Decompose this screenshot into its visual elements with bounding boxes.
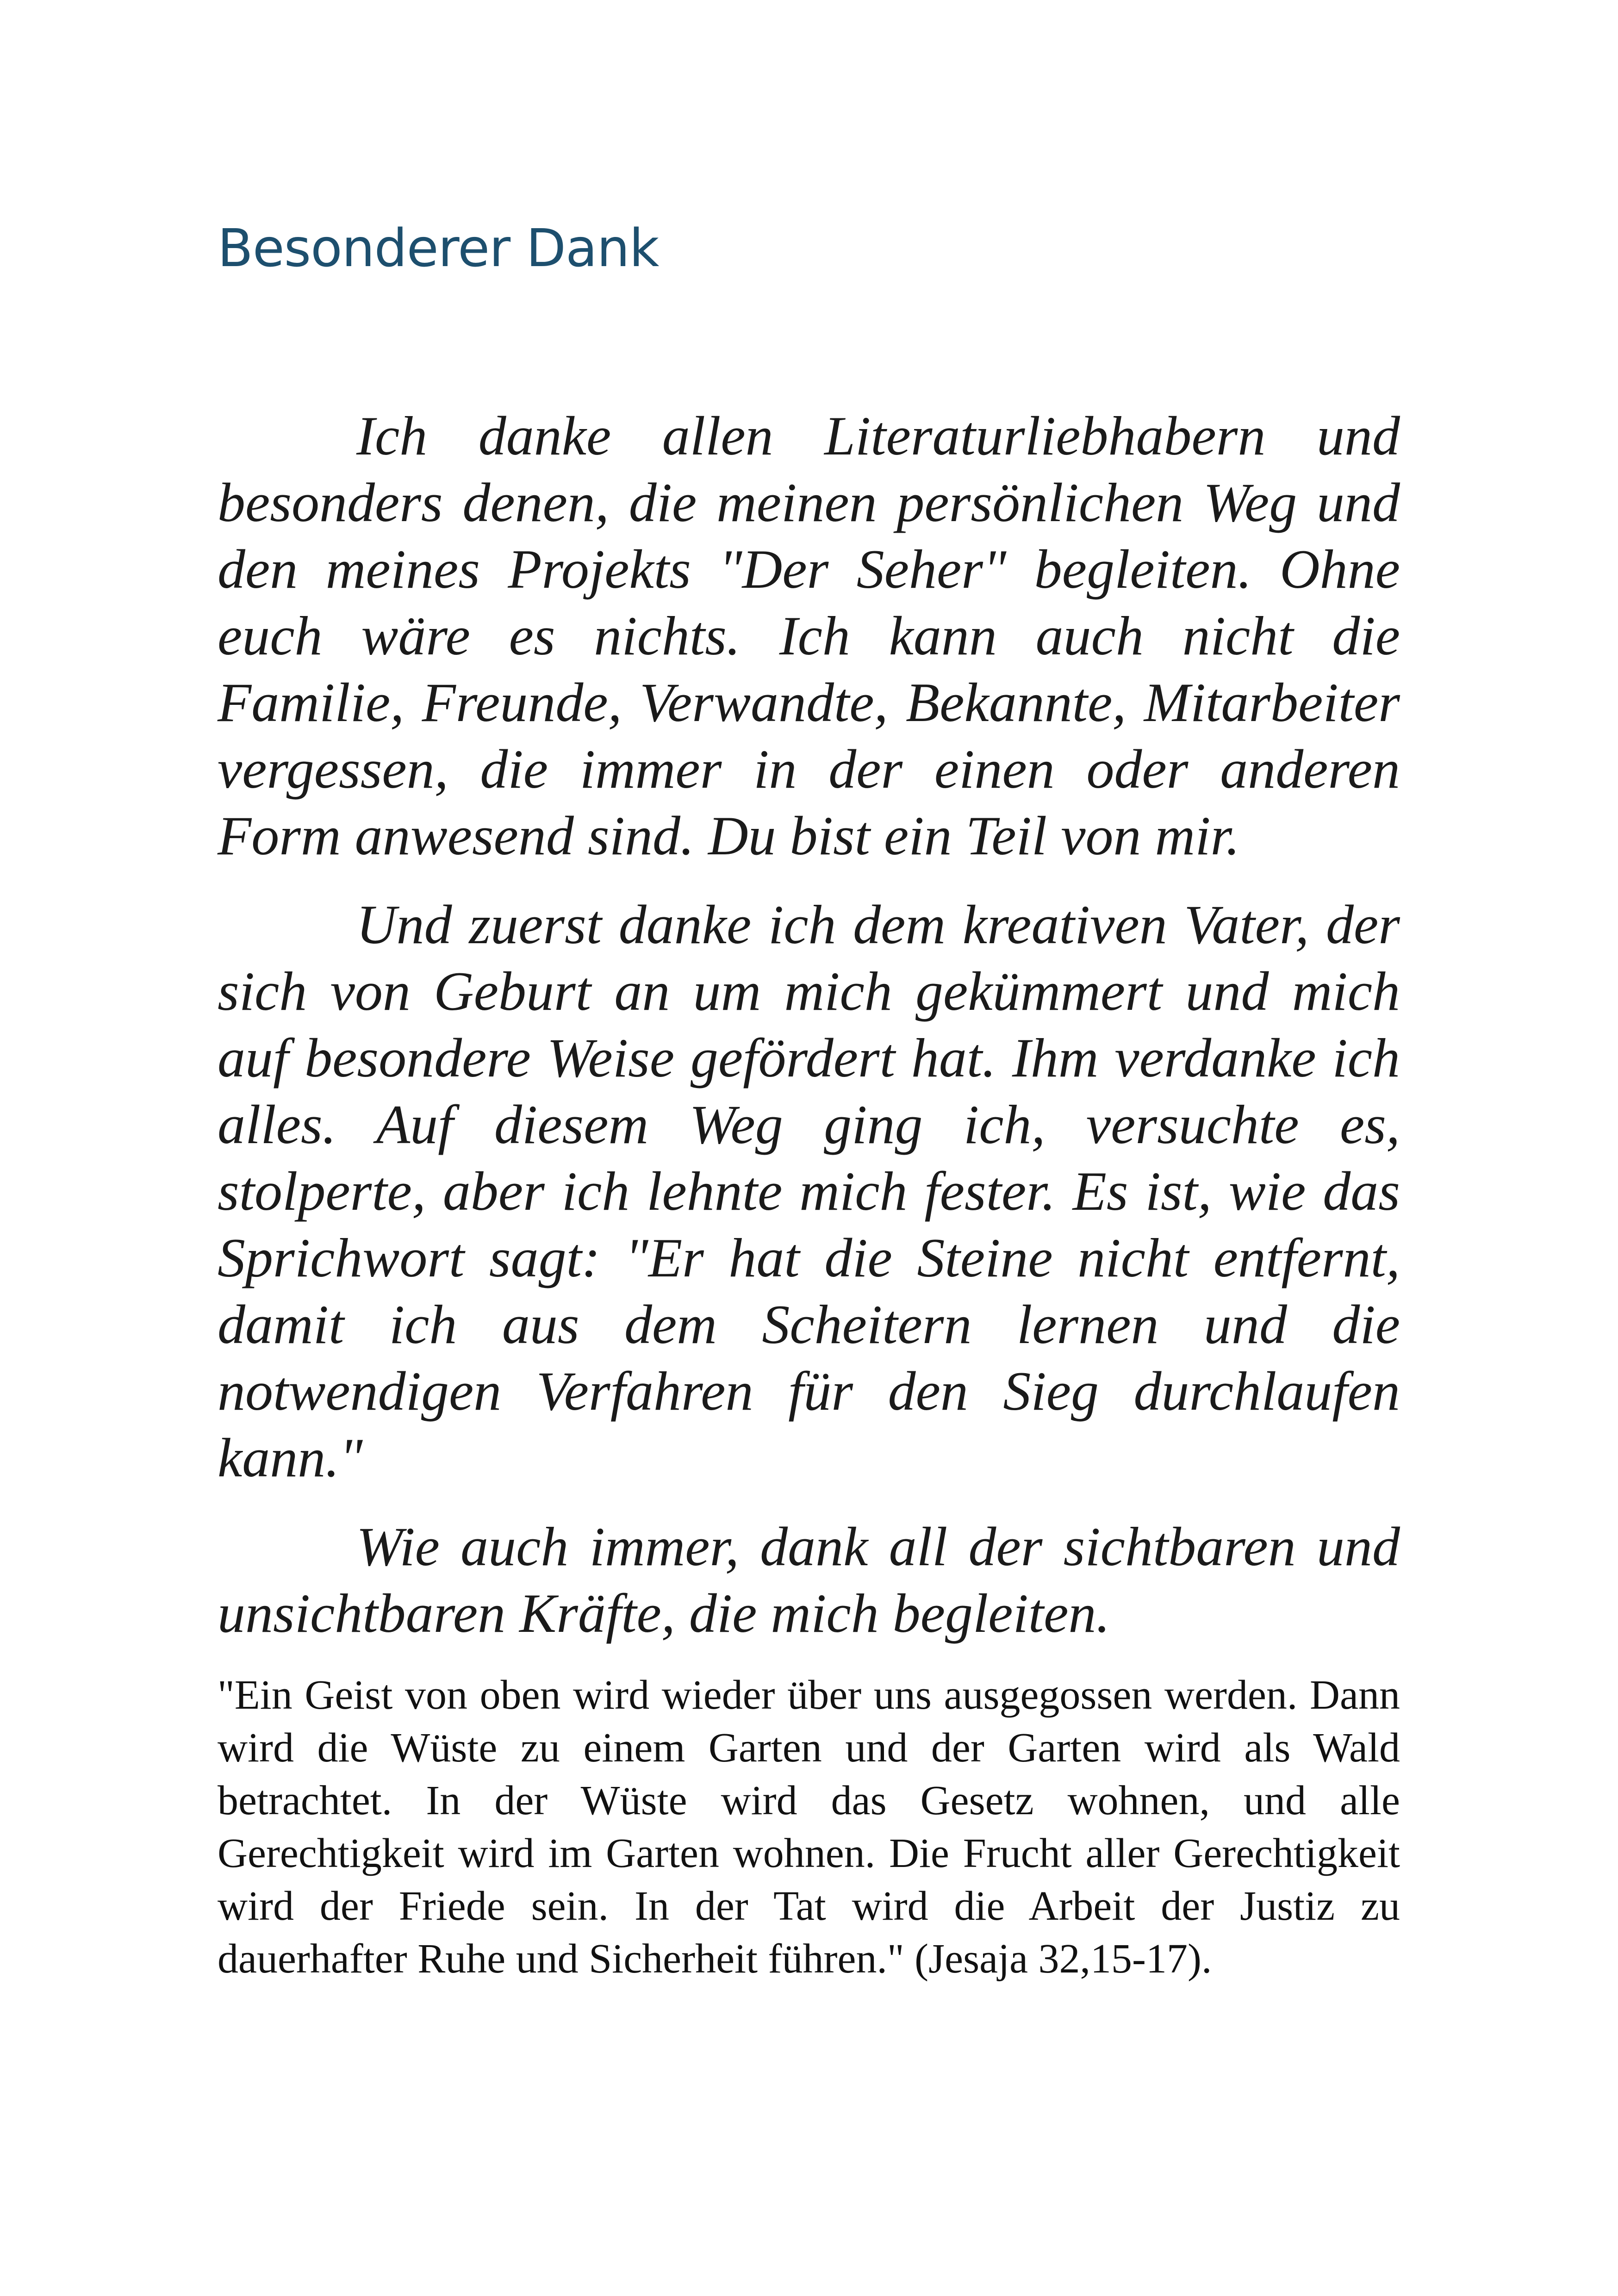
paragraph-thanks-readers: Ich danke allen Literaturliebhabern und besonders denen, die meinen persönlichen Weg und den meines Projekts "Der Seher" begleiten. Ohne euch wäre es nichts. Ich kann auch nicht die Familie, Freunde, Verwandte, Bekannte, Mitarbeiter vergessen, die immer in der einen oder anderen Form anwesend sind. Du bist ein Teil von mir. <box>218 405 1400 866</box>
paragraph-thanks-father: Und zuerst danke ich dem kreativen Vater, der sich von Geburt an um mich gekümmert und mich auf besondere Weise gefördert hat. Ihm verdanke ich alles. Auf diesem Weg ging ich, versuchte es, stolperte, aber ich lehnte mich fester. Es ist, wie das Sprichwort sagt: "Er hat die Steine nicht entfernt, damit ich aus dem Scheitern lernen und die notwendigen Verfahren für den Sieg durchlaufen kann." <box>218 894 1400 1488</box>
bible-quote: "Ein Geist von oben wird wieder über uns ausgegossen werden. Dann wird die Wüste zu einem Garten und der Garten wird als Wald betrachtet. In der Wüste wird das Gesetz wohnen, und alle Gerechtigkeit wird im Garten wohnen. Die Frucht aller Gerechtigkeit wird der Friede sein. In der Tat wird die Arbeit der Justiz zu dauerhafter Ruhe und Sicherheit führen." (Jesaja 32,15-17). <box>218 1672 1400 1982</box>
acknowledgement-body <box>218 403 1400 1985</box>
paragraph-thanks-forces: Wie auch immer, dank all der sichtbaren und unsichtbaren Kräfte, die mich begleiten. <box>218 1516 1400 1644</box>
page-title: Besonderer Dank <box>218 218 659 279</box>
